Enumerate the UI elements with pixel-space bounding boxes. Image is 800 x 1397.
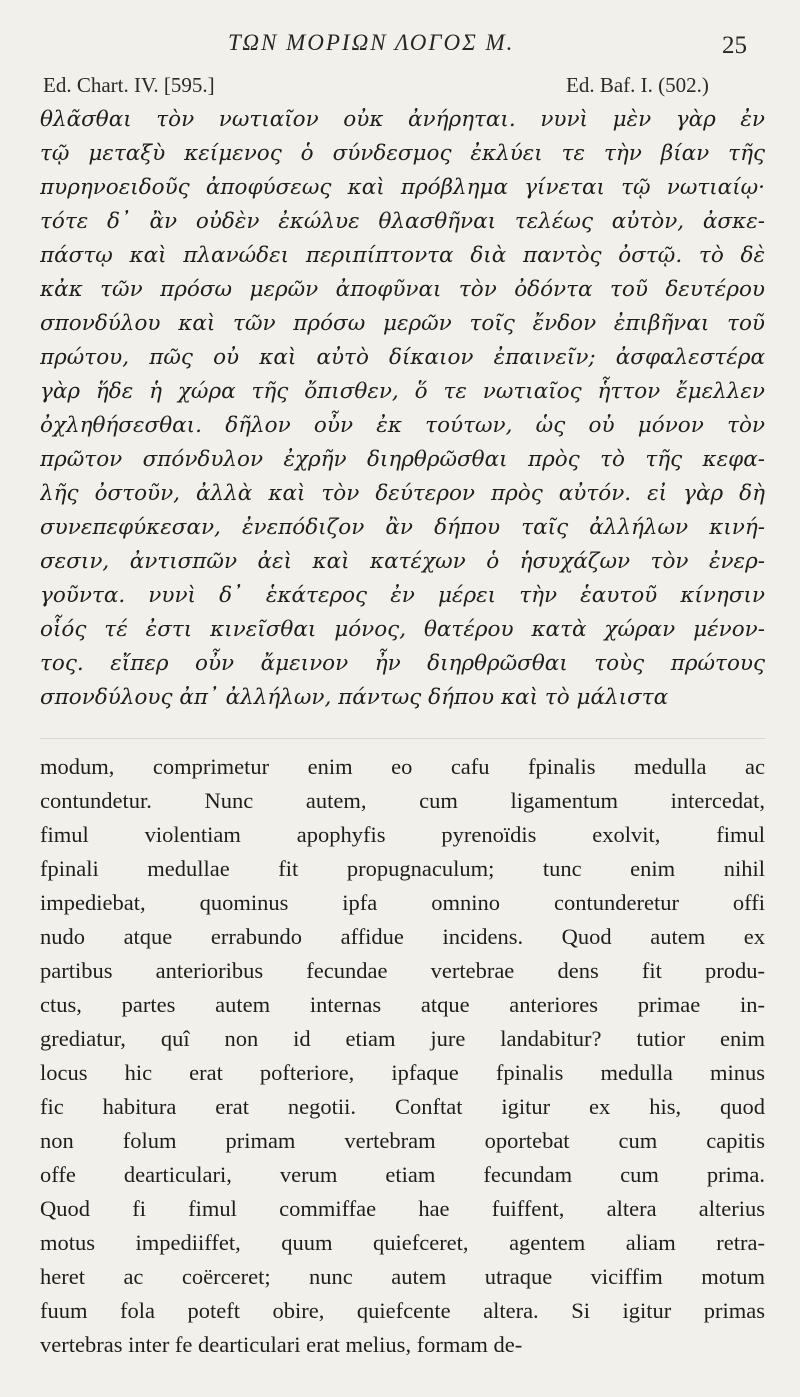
- latin-text-line: fpinali medullae fit propugnaculum; tunc enim nihil: [40, 856, 765, 881]
- latin-text-line: ctus, partes autem internas atque anteriores primae in-: [40, 992, 765, 1017]
- greek-text-line: πρῶτον σπόνδυλον ἐχρῆν διηρθρῶσθαι πρὸς τὸ τῆς κεφα-: [40, 447, 765, 472]
- greek-text-line: πάστῳ καὶ πλανώδει περιπίπτοντα διὰ παντὸς ὀστῷ. τὸ δὲ: [40, 243, 765, 268]
- edition-reference-basel: Ed. Baf. I. (502.): [566, 73, 709, 97]
- greek-text-line: συνεπεφύκεσαν, ἐνεπόδιζον ἂν δήπου ταῖς ἀλλήλων κινή-: [40, 515, 765, 540]
- running-head: [0, 30, 800, 60]
- greek-text-line: οἷός τέ ἐστι κινεῖσθαι μόνος, θατέρου κατὰ χώραν μένον-: [40, 617, 765, 642]
- latin-text-line: nudo atque errabundo affidue incidens. Quod autem ex: [40, 924, 765, 949]
- latin-text-line: offe dearticulari, verum etiam fecundam cum prima.: [40, 1162, 765, 1187]
- latin-text-line: heret ac coërceret; nunc autem utraque viciffim motum: [40, 1264, 765, 1289]
- section-divider: [40, 738, 765, 739]
- latin-text-line: contundetur. Nunc autem, cum ligamentum intercedat,: [40, 788, 765, 813]
- latin-text-line: locus hic erat pofteriore, ipfaque fpinalis medulla minus: [40, 1060, 765, 1085]
- greek-text-line: τῷ μεταξὺ κείμενος ὁ σύνδεσμος ἐκλύει τε τὴν βίαν τῆς: [40, 141, 765, 166]
- running-title: ΤΩΝ ΜΟΡΙΩΝ ΛΟΓΟΣ Μ.: [228, 30, 515, 55]
- latin-text-line: impediebat, quominus ipfa omnino contunderetur offi: [40, 890, 765, 915]
- edition-references: [0, 73, 800, 101]
- greek-text-line: τος. εἴπερ οὖν ἄμεινον ἦν διηρθρῶσθαι τοὺς πρώτους: [40, 651, 765, 676]
- greek-text-line: ὀχληθήσεσθαι. δῆλον οὖν ἐκ τούτων, ὡς οὐ μόνον τὸν: [40, 413, 765, 438]
- latin-text-line: grediatur, quî non id etiam jure landabitur? tutior enim: [40, 1026, 765, 1051]
- greek-text-line: θλᾶσθαι τὸν νωτιαῖον οὐκ ἀνήρηται. νυνὶ μὲν γὰρ ἐν: [40, 107, 765, 132]
- greek-text-line: λῆς ὀστοῦν, ἀλλὰ καὶ τὸν δεύτερον πρὸς αὐτόν. εἰ γὰρ δὴ: [40, 481, 765, 506]
- latin-text-line: modum, comprimetur enim eo cafu fpinalis medulla ac: [40, 754, 765, 779]
- greek-text-line: τότε δ᾽ ἂν οὐδὲν ἐκώλυε θλασθῆναι τελέως αὐτὸν, ἀσκε-: [40, 209, 765, 234]
- latin-text-line: partibus anterioribus fecundae vertebrae dens fit produ-: [40, 958, 765, 983]
- greek-text-line: σπονδύλους ἀπ᾽ ἀλλήλων, πάντως δήπου καὶ τὸ μάλιστα: [40, 685, 669, 710]
- latin-text-line: fic habitura erat negotii. Conftat igitur ex his, quod: [40, 1094, 765, 1119]
- latin-text-line: Quod fi fimul commiffae hae fuiffent, altera alterius: [40, 1196, 765, 1221]
- greek-text-line: κἀκ τῶν πρόσω μερῶν ἀποφῦναι τὸν ὀδόντα τοῦ δευτέρου: [40, 277, 765, 302]
- greek-text-line: γοῦντα. νυνὶ δ᾽ ἑκάτερος ἐν μέρει τὴν ἑαυτοῦ κίνησιν: [40, 583, 765, 608]
- edition-reference-chartier: Ed. Chart. IV. [595.]: [43, 73, 215, 97]
- latin-text-line: fuum fola poteft obire, quiefcente altera. Si igitur primas: [40, 1298, 765, 1323]
- greek-text-line: πρώτου, πῶς οὐ καὶ αὐτὸ δίκαιον ἐπαινεῖν; ἀσφαλεστέρα: [40, 345, 765, 370]
- latin-text-line: vertebras inter fe dearticulari erat melius, formam de-: [40, 1332, 523, 1357]
- greek-text-line: γὰρ ἥδε ἡ χώρα τῆς ὄπισθεν, ὅ τε νωτιαῖος ἧττον ἔμελλεν: [40, 379, 765, 404]
- greek-text-line: σπονδύλου καὶ τῶν πρόσω μερῶν τοῖς ἔνδον ἐπιβῆναι τοῦ: [40, 311, 765, 336]
- greek-text-line: σεσιν, ἀντισπῶν ἀεὶ καὶ κατέχων ὁ ἡσυχάζων τὸν ἐνερ-: [40, 549, 765, 574]
- greek-text-line: πυρηνοειδοῦς ἀποφύσεως καὶ πρόβλημα γίνεται τῷ νωτιαίῳ·: [40, 175, 765, 200]
- page-number: 25: [722, 32, 747, 59]
- latin-text-line: non folum primam vertebram oportebat cum capitis: [40, 1128, 765, 1153]
- latin-text-line: fimul violentiam apophyfis pyrenoïdis exolvit, fimul: [40, 822, 765, 847]
- latin-text-line: motus impediiffet, quum quiefceret, agentem aliam retra-: [40, 1230, 765, 1255]
